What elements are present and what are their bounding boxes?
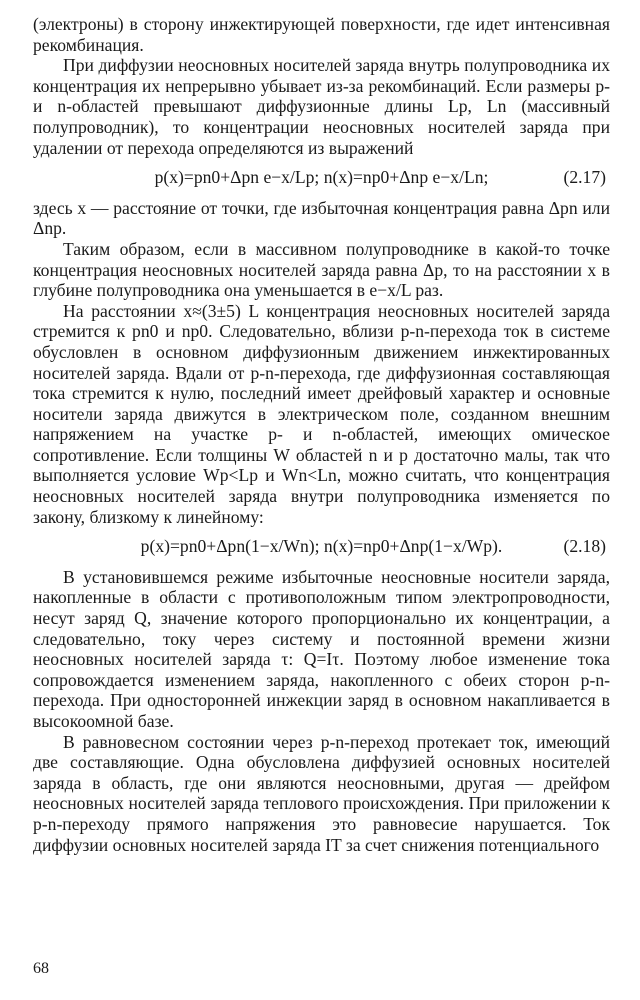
equation-2-17 bbox=[33, 167, 610, 188]
equation-number: (2.17) bbox=[563, 167, 606, 188]
equation-number: (2.18) bbox=[563, 536, 606, 557]
paragraph: здесь x — расстояние от точки, где избыточная концентрация равна Δpn или Δnp. bbox=[33, 197, 610, 239]
equation-formula: p(x)=pn0+Δpn e−x/Lp; n(x)=np0+Δnp e−x/Ln; bbox=[154, 167, 489, 188]
equation-2-18 bbox=[33, 536, 610, 557]
page-number: 68 bbox=[33, 960, 49, 977]
paragraph: При диффузии неосновных носителей заряда внутрь полупроводника их концентрация их непрерывно убывает из-за рекомбинаций. Если размеры p- и n-областей превышают диффузионные длины Lp, Ln (массивный полупроводник), то концентрации неосновных носителей заряда при удалении от перехода определяются из выражений bbox=[33, 55, 610, 158]
paragraph: (электроны) в сторону инжектирующей поверхности, где идет интенсивная рекомбинация. bbox=[33, 14, 610, 55]
page-body bbox=[33, 14, 610, 855]
equation-formula: p(x)=pn0+Δpn(1−x/Wn); n(x)=np0+Δnp(1−x/Wp). bbox=[140, 536, 503, 557]
paragraph: Таким образом, если в массивном полупроводнике в какой-то точке концентрация неосновных носителей заряда равна Δp, то на расстоянии x в глубине полупроводника она уменьшается в e−x/L раз. bbox=[33, 238, 610, 301]
paragraph: В установившемся режиме избыточные неосновные носители заряда, накопленные в области с противоположным типом электропроводности, несут заряд Q, значение которого пропорционально их концентрации, а следовательно, току через систему и постоянной времени жизни неосновных носителей заряда τ: Q=Iτ. Поэтому любое изменение тока сопровождается изменением заряда, накопленного с обеих сторон p-n-перехода. При односторонней инжекции заряд в основном накапливается в высокоомной базе. bbox=[33, 566, 610, 731]
paragraph: В равновесном состоянии через p-n-переход протекает ток, имеющий две составляющие. Одна обусловлена диффузией основных носителей заряда в область, где они являются неосновными, другая — дрейфом неосновных носителей заряда теплового происхождения. При приложении к p-n-переходу прямого напряжения это равновесие нарушается. Ток диффузии основных носителей заряда IT за счет снижения потенциального bbox=[33, 731, 610, 855]
paragraph: На расстоянии x≈(3±5) L концентрация неосновных носителей заряда стремится к pn0 и np0. Следовательно, вблизи p-n-перехода ток в системе обусловлен в основном диффузионным движением инжектированных носителей заряда. Вдали от p-n-перехода, где диффузионная составляющая тока стремится к нулю, последний имеет дрейфовый характер и основные носители заряда движутся в электрическом поле, созданном внешним напряжением на участке p- и n-областей, имеющих омическое сопротивление. Если толщины W областей n и p достаточно малы, так что выполняется условие Wp<Lp и Wn<Ln, можно считать, что концентрация неосновных носителей заряда внутри полупроводника изменяется по закону, близкому к линейному: bbox=[33, 300, 610, 527]
